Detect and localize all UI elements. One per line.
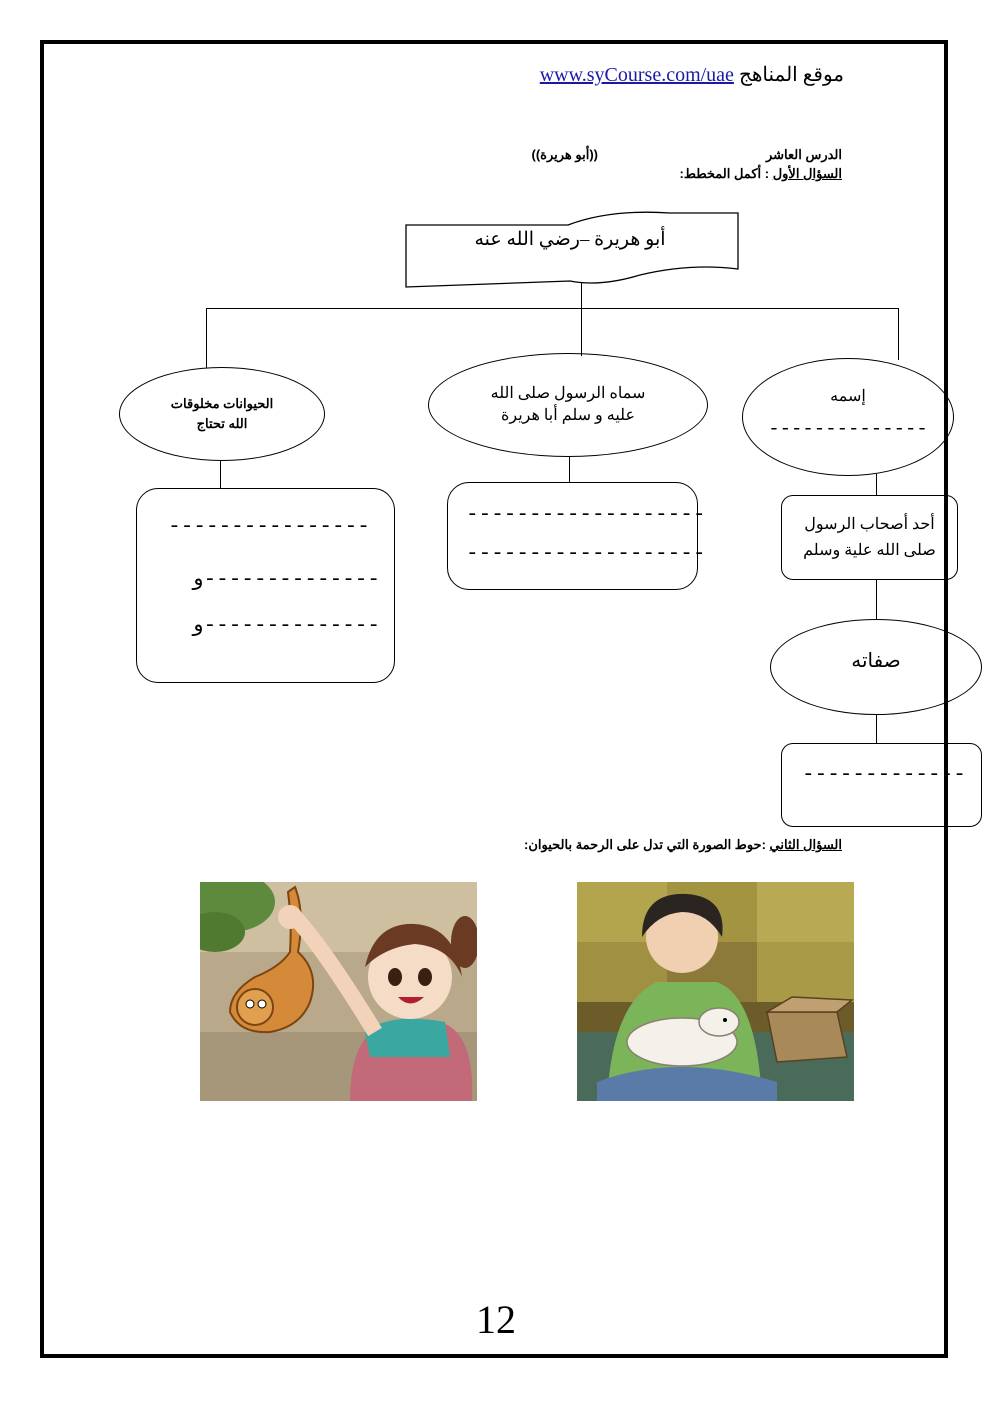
connector (876, 580, 877, 620)
site-link[interactable]: www.syCourse.com/uae (539, 64, 734, 86)
animals-blank-1: ---------------- (168, 516, 370, 539)
called-blank-1: ------------------- (466, 504, 706, 527)
page-number: 12 (476, 1297, 516, 1342)
connector (220, 460, 221, 488)
question-1-heading (680, 166, 842, 182)
connector (876, 474, 877, 496)
node-animals-line2: الله تحتاج (196, 416, 248, 431)
boy-lamb-image[interactable] (577, 882, 854, 1101)
called-blank-2: ------------------- (466, 543, 706, 566)
q1-label: السؤال الأول (772, 166, 842, 181)
animals-blank-3: --------------و (190, 615, 380, 638)
site-label: موقع المناهج (738, 64, 844, 86)
connector (876, 714, 877, 744)
node-traits-label: صفاته (851, 648, 901, 672)
lesson-title: ((أبو هريرة)) (531, 147, 598, 162)
connector (581, 308, 582, 356)
question-2-heading (524, 837, 842, 853)
traits-blank: ------------- (802, 764, 966, 787)
q2-text: :حوط الصورة التي تدل على الرحمة بالحيوان: (524, 837, 766, 852)
connector (569, 456, 570, 482)
q2-label: السؤال الثاني (769, 837, 842, 852)
girl-cat-image[interactable] (200, 882, 477, 1101)
node-traits (770, 619, 982, 715)
node-called-line2: عليه و سلم أبا هريرة (500, 407, 636, 424)
node-called (428, 353, 708, 457)
node-name (742, 358, 954, 476)
connector (206, 308, 899, 309)
connector (206, 308, 207, 368)
companion-line2: صلى الله علية وسلم (803, 541, 936, 559)
connector (581, 283, 582, 309)
animals-blank-2: --------------و (190, 569, 380, 592)
site-header (540, 62, 844, 87)
lesson-label: الدرس العاشر (765, 147, 842, 162)
node-called-line1: سماه الرسول صلى الله (490, 385, 646, 402)
q1-text: : أكمل المخطط: (679, 166, 770, 181)
connector (898, 308, 899, 360)
called-answer-box (447, 482, 706, 590)
root-title: أبو هريرة –رضي الله عنه (474, 229, 666, 250)
node-name-title: إسمه (830, 388, 866, 405)
companion-line1: أحد أصحاب الرسول (804, 515, 935, 533)
node-animals-line1: الحيوانات مخلوقات (170, 396, 274, 411)
node-animals (119, 367, 325, 461)
node-name-blank: -------------- (768, 418, 928, 440)
companion-box (781, 495, 958, 580)
